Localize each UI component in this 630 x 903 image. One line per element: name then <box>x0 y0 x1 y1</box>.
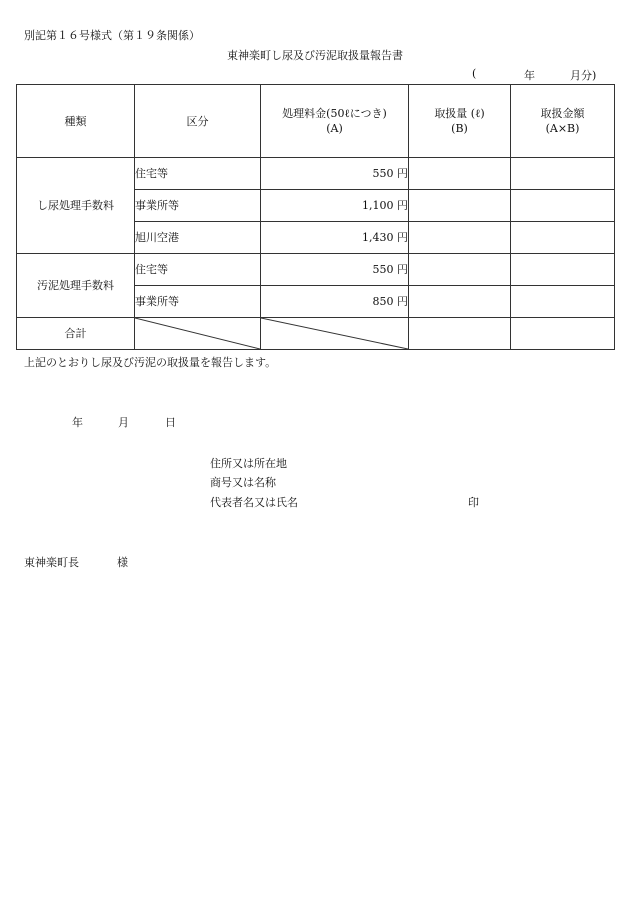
quantity-cell[interactable] <box>409 190 511 222</box>
total-amount-cell[interactable] <box>511 318 615 350</box>
header-amount-symbol: (A×B) <box>545 122 580 135</box>
header-type: 種類 <box>17 85 135 158</box>
total-quantity-cell[interactable] <box>409 318 511 350</box>
table-row <box>17 254 615 286</box>
report-table <box>16 84 615 350</box>
representative-label: 代表者名又は氏名 <box>210 496 298 509</box>
header-amount <box>511 85 615 158</box>
category-sludge: 汚泥処理手数料 <box>17 254 135 318</box>
fee-cell: 550 円 <box>261 158 409 190</box>
amount-cell[interactable] <box>511 222 615 254</box>
period-open-paren: ( <box>472 67 477 80</box>
date-year-label: 年 <box>72 416 83 429</box>
quantity-cell[interactable] <box>409 254 511 286</box>
diagonal-strike <box>261 318 408 349</box>
division-cell: 旭川空港 <box>135 222 261 254</box>
date-day-label: 日 <box>165 416 176 429</box>
total-division-void <box>135 318 261 350</box>
report-statement: 上記のとおりし尿及び汚泥の取扱量を報告します。 <box>24 356 277 369</box>
division-cell: 事業所等 <box>135 190 261 222</box>
total-row <box>17 318 615 350</box>
address-label: 住所又は所在地 <box>210 457 287 470</box>
quantity-cell[interactable] <box>409 158 511 190</box>
header-fee-symbol: (A) <box>326 122 343 135</box>
table-row <box>17 158 615 190</box>
total-label: 合計 <box>17 318 135 350</box>
header-amount-label: 取扱金額 <box>540 107 585 120</box>
trade-name-label: 商号又は名称 <box>210 476 276 489</box>
addressee-name: 東神楽町長 <box>24 556 79 569</box>
quantity-cell[interactable] <box>409 222 511 254</box>
header-row <box>17 85 615 158</box>
form-identifier: 別記第１６号様式（第１９条関係） <box>24 29 200 42</box>
date-month-label: 月 <box>118 416 129 429</box>
category-night-soil: し尿処理手数料 <box>17 158 135 254</box>
header-fee <box>261 85 409 158</box>
division-cell: 事業所等 <box>135 286 261 318</box>
division-cell: 住宅等 <box>135 254 261 286</box>
division-cell: 住宅等 <box>135 158 261 190</box>
fee-cell: 1,430 円 <box>261 222 409 254</box>
amount-cell[interactable] <box>511 286 615 318</box>
total-fee-void <box>261 318 409 350</box>
addressee <box>24 554 134 568</box>
amount-cell[interactable] <box>511 190 615 222</box>
period-month-label: 月分) <box>570 69 597 82</box>
period-year-label: 年 <box>524 69 535 82</box>
document-title: 東神楽町し尿及び汚泥取扱量報告書 <box>227 49 403 62</box>
header-quantity-label: 取扱量 (ℓ) <box>434 107 485 120</box>
date-line <box>72 414 182 428</box>
fee-cell: 1,100 円 <box>261 190 409 222</box>
amount-cell[interactable] <box>511 158 615 190</box>
seal-mark: 印 <box>468 496 479 509</box>
header-quantity-symbol: (B) <box>451 122 468 135</box>
fee-cell: 850 円 <box>261 286 409 318</box>
header-division: 区分 <box>135 85 261 158</box>
header-quantity <box>409 85 511 158</box>
quantity-cell[interactable] <box>409 286 511 318</box>
addressee-honorific: 様 <box>117 556 128 569</box>
fee-cell: 550 円 <box>261 254 409 286</box>
amount-cell[interactable] <box>511 254 615 286</box>
header-fee-label: 処理料金(50ℓにつき) <box>282 107 387 120</box>
diagonal-strike <box>135 318 260 349</box>
